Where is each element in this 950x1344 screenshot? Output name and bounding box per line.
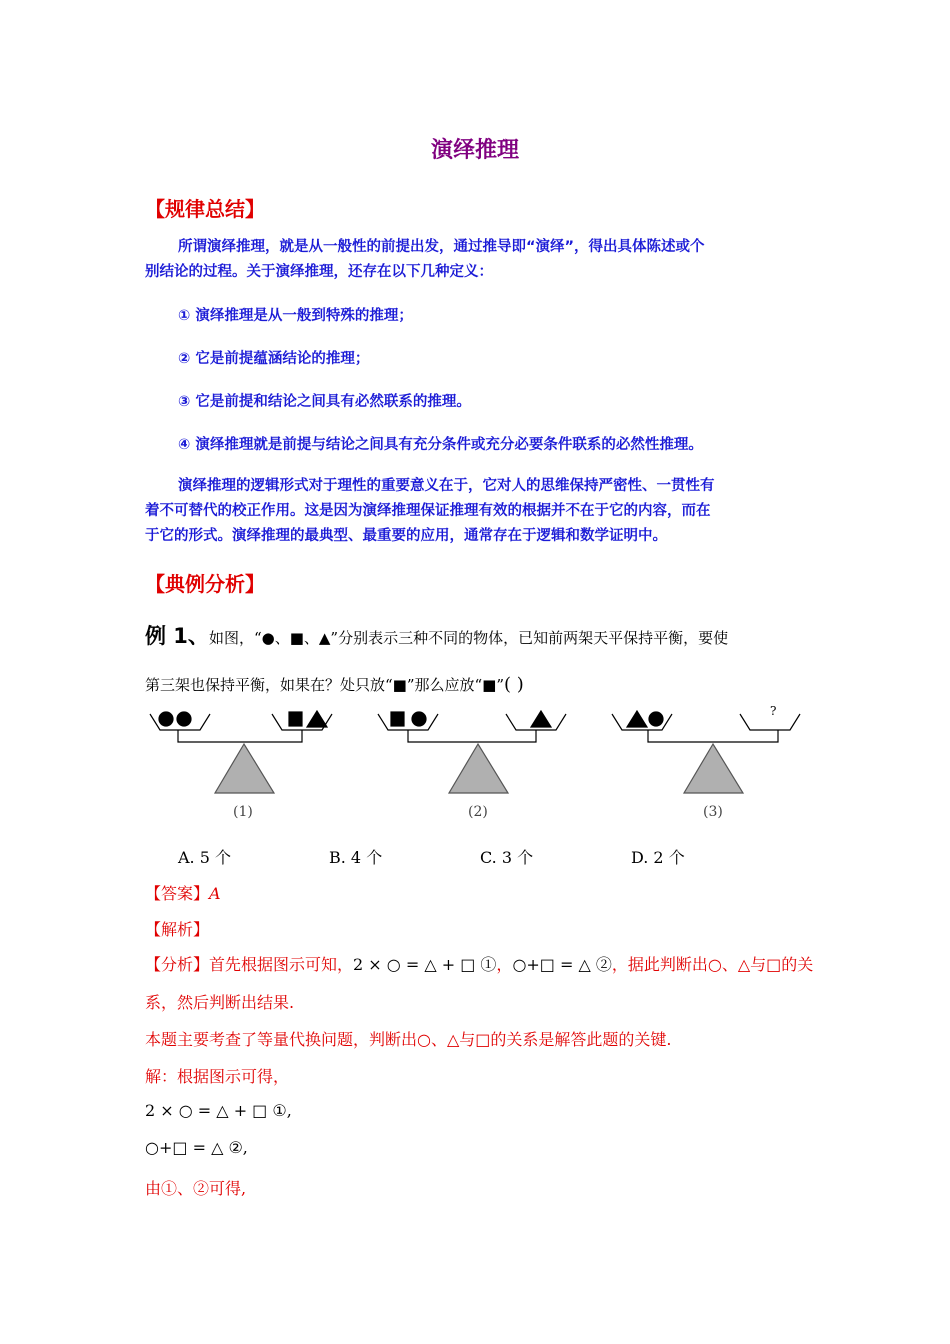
square-object [289,712,302,726]
definition-1: ① 演绎推理是从一般到特殊的推理； [178,308,413,324]
fenxi-line1 [145,952,813,975]
circle-object [412,712,426,726]
option-a: A. 5 个 [178,848,231,867]
circle-object [177,712,191,726]
answer-value: A [209,884,221,903]
examples-heading: 【典例分析】 [145,572,265,596]
answer-label: 【答案】 [145,884,210,903]
para2-line3: 于它的形式。演绎推理的最典型、最重要的应用，通常存在于逻辑和数学证明中。 [145,528,667,544]
fenxi-comma: ， [496,955,513,974]
square-object [391,712,404,726]
solution-equation-1: 2 × ○ = △ + □ ①, [145,1101,292,1120]
triangle-object [627,711,647,727]
para2-line1: 演绎推理的逻辑形式对于理性的重要意义在于，它对人的思维保持严密性、一贯性有 [178,478,715,494]
fenxi-text1: 首先根据图示可知， [209,955,354,974]
triangle-object [307,711,327,727]
figure-label-1: (1) [233,804,253,820]
scale-3 [612,711,800,793]
example-1-text1: 如图，“●、■、▲”分别表示三种不同的物体，已知前两架天平保持平衡，要使 [208,629,729,647]
scale-2 [378,711,566,793]
scale-3-fulcrum [684,744,743,793]
scale-1 [150,711,332,793]
page-title: 演绎推理 [430,138,519,163]
equation-1: 2 × ○ = △ + □ ① [353,955,497,974]
figure-label-3: (3) [703,804,723,820]
summary-intro-line1: 所谓演绎推理，就是从一般性的前提出发，通过推导即“演绎”，得出具体陈述或个 [178,239,705,255]
definition-2: ② 它是前提蕴涵结论的推理； [178,351,370,367]
scale-1-fulcrum [215,744,274,793]
fenxi-line2: 系，然后判断出结果. [145,993,295,1012]
circle-object [649,712,663,726]
option-b: B. 4 个 [329,848,383,867]
fenxi-text2: ，据此判断出○、△与□的关 [611,955,814,974]
example-1-text2: 第三架也保持平衡，如果在？处只放“■”那么应放“■” [145,676,505,694]
option-c: C. 3 个 [480,848,534,867]
scale-1-beam [178,730,302,742]
figure-label-2: (2) [468,804,488,820]
scale-2-beam [408,730,536,742]
fenxi-label: 【分析】 [145,955,210,974]
definition-3: ③ 它是前提和结论之间具有必然联系的推理。 [178,394,471,410]
triangle-object [531,711,551,727]
answer-paren: ( ) [504,674,524,695]
example-1-label: 例 1、 [145,624,209,648]
solution-from: 由①、②可得, [145,1179,247,1198]
solution-equation-2: ○+□ = △ ②, [145,1138,248,1157]
scale-2-left-pan [378,714,438,730]
definition-4: ④ 演绎推理就是前提与结论之间具有充分条件或充分必要条件联系的必然性推理。 [178,437,703,453]
option-d: D. 2 个 [631,848,685,867]
analysis-label: 【解析】 [145,920,210,939]
answer-line [145,881,221,904]
summary-heading: 【规律总结】 [145,197,265,221]
scale-3-beam [648,730,778,742]
analysis-note: 本题主要考查了等量代换问题，判断出○、△与□的关系是解答此题的关键. [145,1030,672,1049]
circle-object [159,712,173,726]
equation-2: ○+□ = △ ② [512,955,612,974]
summary-intro-line2: 别结论的过程。关于演绎推理，还存在以下几种定义： [145,264,493,280]
solution-intro: 解：根据图示可得， [145,1067,290,1086]
para2-line2: 着不可替代的校正作用。这是因为演绎推理保证推理有效的根据并不在于它的内容，而在 [145,503,711,519]
question-mark: ? [770,704,777,718]
scale-2-fulcrum [449,744,508,793]
